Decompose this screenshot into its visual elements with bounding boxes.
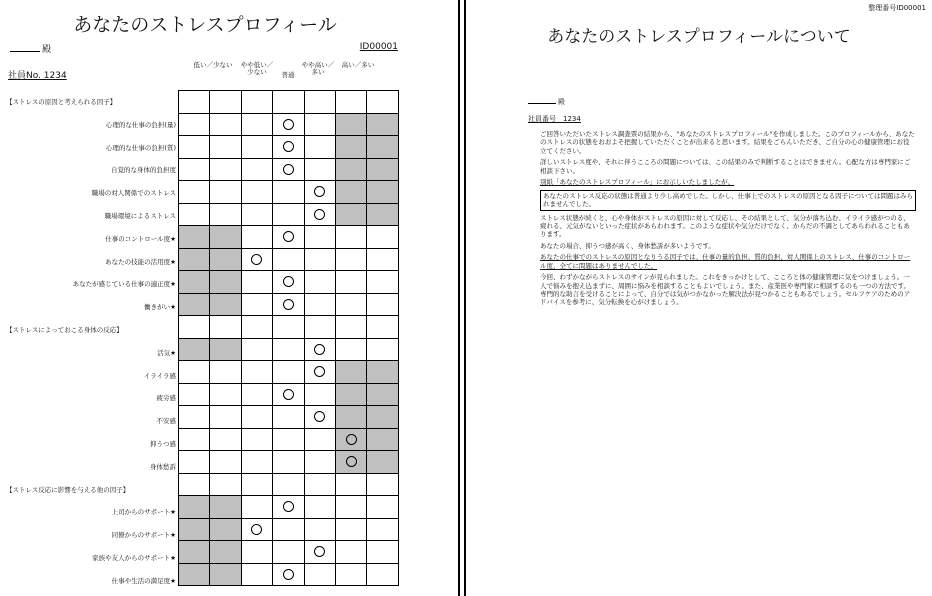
grid-cell [241,136,272,159]
grid-cell [367,113,398,136]
grid-cell [179,248,210,271]
grid-cell [335,473,366,496]
grid-cell [210,541,241,564]
grid-cell [179,361,210,384]
grid-cell [210,248,241,271]
rating-mark [251,254,262,265]
grid-cell [304,406,335,429]
grid-cell [273,496,304,519]
section-heading: 【ストレスによっておこる身体の反応】 [6,326,123,334]
grid-cell [241,316,272,339]
grid-cell [179,316,210,339]
grid-cell [304,361,335,384]
grid-cell [335,383,366,406]
rating-mark [283,119,294,130]
grid-cell [179,338,210,361]
grid-cell [273,338,304,361]
grid-cell [241,226,272,249]
recipient-suffix: 殿 [558,98,565,106]
grid-cell [273,226,304,249]
grid-cell [367,158,398,181]
recipient-line [528,97,565,107]
grid-cell [179,428,210,451]
rating-mark [314,344,325,355]
name-blank [10,51,40,52]
grid-cell [273,113,304,136]
grid-row [179,113,399,136]
rating-mark [283,389,294,400]
grid-cell [304,136,335,159]
rating-mark [346,434,357,445]
grid-cell [179,451,210,474]
grid-row [179,91,399,114]
grid-cell [335,271,366,294]
row-label: 上司からのサポート★ [111,508,176,517]
grid-cell [273,451,304,474]
grid-cell [367,496,398,519]
stress-symptoms-paragraph: ストレス状態が続くと、心や身体がストレスの原因に対して反応し、その結果として、気分が落ち込む、イライラ感がつのる、疲れる、元気がないといった症状があらわれます。このような症状や気分だけでなく、からだの不調としてあらわれることもあります。 [540,213,910,239]
page-title: あなたのストレスプロフィールについて [547,27,851,47]
grid-cell [304,293,335,316]
grid-cell [304,473,335,496]
grid-cell [273,158,304,181]
grid-cell [304,496,335,519]
grid-cell [304,248,335,271]
grid-cell [179,113,210,136]
grid-cell [241,473,272,496]
grid-cell [367,293,398,316]
page-divider [458,0,460,596]
grid-cell [210,406,241,429]
grid-row [179,203,399,226]
rating-mark [346,456,357,467]
grid-cell [210,518,241,541]
grid-cell [273,248,304,271]
grid-cell [367,203,398,226]
grid-row [179,383,399,406]
grid-cell [241,496,272,519]
grid-cell [241,271,272,294]
grid-cell [210,383,241,406]
grid-cell [273,316,304,339]
grid-cell [179,136,210,159]
caution-paragraph: 詳しいストレス度や、それに伴うこころの問題については、この結果のみで判断することはできません。心配な方は専門家にご相談下さい。 [540,158,911,175]
grid-cell [335,203,366,226]
col-header-normal: 普通 [281,71,295,79]
row-label: 仕事や生活の満足度★ [111,576,176,585]
grid-cell [367,406,398,429]
row-label: イライラ感 [143,371,176,380]
grid-cell [273,473,304,496]
employee-number: 社員番号 1234 [528,115,581,123]
document-id: ID00001 [359,42,398,52]
grid-row [179,248,399,271]
grid-cell [335,226,366,249]
rating-mark [314,546,325,557]
grid-cell [179,181,210,204]
grid-cell [304,451,335,474]
grid-cell [179,563,210,586]
grid-cell [241,406,272,429]
row-label: あなたの技能の活用度★ [105,257,176,266]
rating-mark [283,276,294,287]
grid-cell [241,541,272,564]
grid-cell [335,113,366,136]
grid-cell [335,428,366,451]
row-label: 自覚的な身体的負担度 [111,166,176,175]
profile-grid [178,90,399,586]
grid-cell [273,271,304,294]
grid-cell [335,293,366,316]
your-case-paragraph: あなたの場合、抑うつ感が高く、身体愁訴が多いようです。 [540,241,715,250]
grid-cell [367,248,398,271]
grid-cell [179,226,210,249]
grid-cell [335,496,366,519]
rating-mark [283,141,294,152]
grid-cell [241,293,272,316]
grid-cell [210,226,241,249]
grid-cell [335,158,366,181]
row-label: 働きがい★ [144,303,176,312]
grid-cell [367,91,398,114]
grid-row [179,451,399,474]
grid-cell [367,338,398,361]
grid-cell [273,541,304,564]
grid-row [179,496,399,519]
row-label: 身体愁訴 [150,462,176,471]
grid-cell [335,541,366,564]
grid-cell [210,203,241,226]
grid-cell [273,181,304,204]
grid-cell [335,361,366,384]
grid-cell [241,248,272,271]
rating-mark [314,186,325,197]
recipient-line [10,42,51,55]
row-label: 疲労感 [156,394,176,403]
grid-cell [210,136,241,159]
grid-cell [367,428,398,451]
grid-cell [210,451,241,474]
explanation-sheet [466,0,932,596]
col-header-low: 低い／少ない [193,61,233,69]
grid-cell [367,226,398,249]
grid-cell [273,91,304,114]
employee-number: 社員No. 1234 [8,71,67,81]
grid-cell [210,361,241,384]
grid-row [179,338,399,361]
grid-row [179,428,399,451]
grid-cell [367,473,398,496]
row-label: 心理的な仕事の負担(量) [105,120,176,129]
col-header-somewhat-low: やや低い／少ない [240,61,274,77]
grid-cell [367,181,398,204]
grid-cell [335,338,366,361]
grid-cell [210,181,241,204]
grid-cell [179,91,210,114]
explanation-body [540,130,916,310]
grid-cell [335,136,366,159]
grid-cell [304,316,335,339]
row-label: 心理的な仕事の負担(質) [105,143,176,152]
grid-cell [241,428,272,451]
grid-cell [179,406,210,429]
grid-cell [241,91,272,114]
profile-sheet [0,0,458,596]
grid-cell [304,91,335,114]
grid-cell [335,91,366,114]
rating-mark [283,299,294,310]
grid-cell [367,451,398,474]
grid-cell [304,338,335,361]
rating-mark [251,524,262,535]
grid-cell [210,563,241,586]
grid-cell [241,338,272,361]
grid-cell [367,563,398,586]
grid-row [179,226,399,249]
name-blank [528,103,556,104]
grid-row [179,518,399,541]
row-label: 抑うつ感 [150,440,176,448]
grid-cell [304,226,335,249]
grid-cell [367,541,398,564]
result-summary-box: あなたのストレス反応の状態は普通より少し高めでした。しかし、仕事上でのストレスの原因となる因子については問題はみられませんでした。 [540,190,916,211]
recipient-suffix: 殿 [42,45,52,55]
grid-cell [273,518,304,541]
grid-cell [335,406,366,429]
grid-cell [179,158,210,181]
col-header-high: 高い／多い [341,61,375,69]
grid-row [179,181,399,204]
note-heading: 別紙「あなたのストレスプロフィール」にお示しいたしましたが、 [540,178,735,187]
grid-cell [367,136,398,159]
grid-cell [273,293,304,316]
row-label: 家族や友人からのサポート★ [92,554,176,562]
grid-cell [241,518,272,541]
row-label: 職場環境によるストレス [104,212,176,220]
grid-row [179,316,399,339]
row-label: 不安感 [156,417,176,426]
grid-cell [273,563,304,586]
col-header-somewhat-high: やや高い／多い [301,61,335,77]
grid-cell [273,406,304,429]
grid-cell [335,563,366,586]
row-label: あなたが感じている仕事の適正度★ [72,280,176,289]
rating-mark [283,231,294,242]
section-heading: 【ストレスの原因と考えられる因子】 [6,98,117,106]
grid-cell [304,518,335,541]
grid-cell [179,473,210,496]
rating-mark [314,411,325,422]
rating-mark [314,209,325,220]
grid-cell [210,271,241,294]
grid-cell [179,496,210,519]
grid-cell [335,518,366,541]
grid-cell [179,518,210,541]
grid-cell [304,113,335,136]
serial-number: 整理番号ID00001 [868,4,926,12]
intro-paragraph: ご回答いただいたストレス調査票の結果から、"あなたのストレスプロフィール"を作成しました。このプロフィールから、あなたのストレスの状態をおおよそ把握していただくことが出来ると思います。結果をごらんいただき、ご自分の心の健康管理にお役立てください。 [540,130,915,155]
grid-cell [367,316,398,339]
grid-row [179,361,399,384]
grid-cell [210,91,241,114]
grid-cell [179,203,210,226]
grid-cell [304,181,335,204]
grid-cell [367,271,398,294]
grid-cell [179,293,210,316]
grid-cell [304,383,335,406]
grid-cell [367,518,398,541]
grid-cell [241,203,272,226]
grid-cell [304,271,335,294]
stress-factors-paragraph: あなたの仕事でのストレスの原因となりうる因子では、仕事の量的負担、質的負担、対人関係上のストレス、仕事のコントロール度、全てに問題はありませんでした。 [540,253,911,270]
row-label: 仕事のコントロール度★ [105,234,176,243]
grid-cell [210,113,241,136]
grid-cell [273,136,304,159]
grid-cell [335,181,366,204]
grid-row [179,406,399,429]
grid-cell [367,361,398,384]
rating-mark [283,569,294,580]
grid-cell [210,316,241,339]
rating-mark [283,501,294,512]
grid-cell [304,563,335,586]
grid-cell [304,158,335,181]
grid-row [179,158,399,181]
grid-cell [304,428,335,451]
grid-cell [210,496,241,519]
grid-cell [367,383,398,406]
rating-mark [283,164,294,175]
grid-cell [210,473,241,496]
grid-row [179,271,399,294]
page-title: あなたのストレスプロフィール [73,14,337,36]
advice-paragraph: 今回、わずかながらストレスのサインが見られました。これをきっかけとして、こころと体の健康管理に気をつけましょう。一人で悩みを抱え込まずに、周囲に悩みを相談することもよいでしょう。また、産業医や専門家に相談するのも一つの方法です。専門的な助言を受けることによって、自分では気がつかなかった解決法が見つかることもあるでしょう。セルフケアのためのアドバイスを参考に、気分転換を心がけましょう。 [540,273,911,307]
row-label: 同僚からのサポート★ [111,531,176,540]
grid-cell [210,293,241,316]
grid-cell [304,203,335,226]
grid-cell [210,158,241,181]
grid-cell [335,248,366,271]
grid-cell [241,451,272,474]
grid-cell [210,428,241,451]
grid-cell [179,271,210,294]
grid-cell [179,383,210,406]
grid-cell [273,361,304,384]
grid-row [179,563,399,586]
grid-cell [241,158,272,181]
grid-cell [335,451,366,474]
grid-row [179,293,399,316]
grid-cell [241,383,272,406]
grid-cell [273,203,304,226]
grid-cell [241,563,272,586]
section-heading: 【ストレス反応に影響を与える他の因子】 [6,485,130,494]
grid-cell [304,541,335,564]
grid-cell [241,181,272,204]
grid-cell [210,338,241,361]
grid-cell [241,113,272,136]
rating-mark [314,366,325,377]
grid-cell [273,383,304,406]
grid-cell [335,316,366,339]
grid-row [179,473,399,496]
grid-row [179,136,399,159]
grid-cell [179,541,210,564]
row-label: 活気★ [157,348,176,357]
grid-row [179,541,399,564]
grid-cell [273,428,304,451]
row-label: 職場の対人関係でのストレス [91,189,176,198]
grid-cell [241,361,272,384]
